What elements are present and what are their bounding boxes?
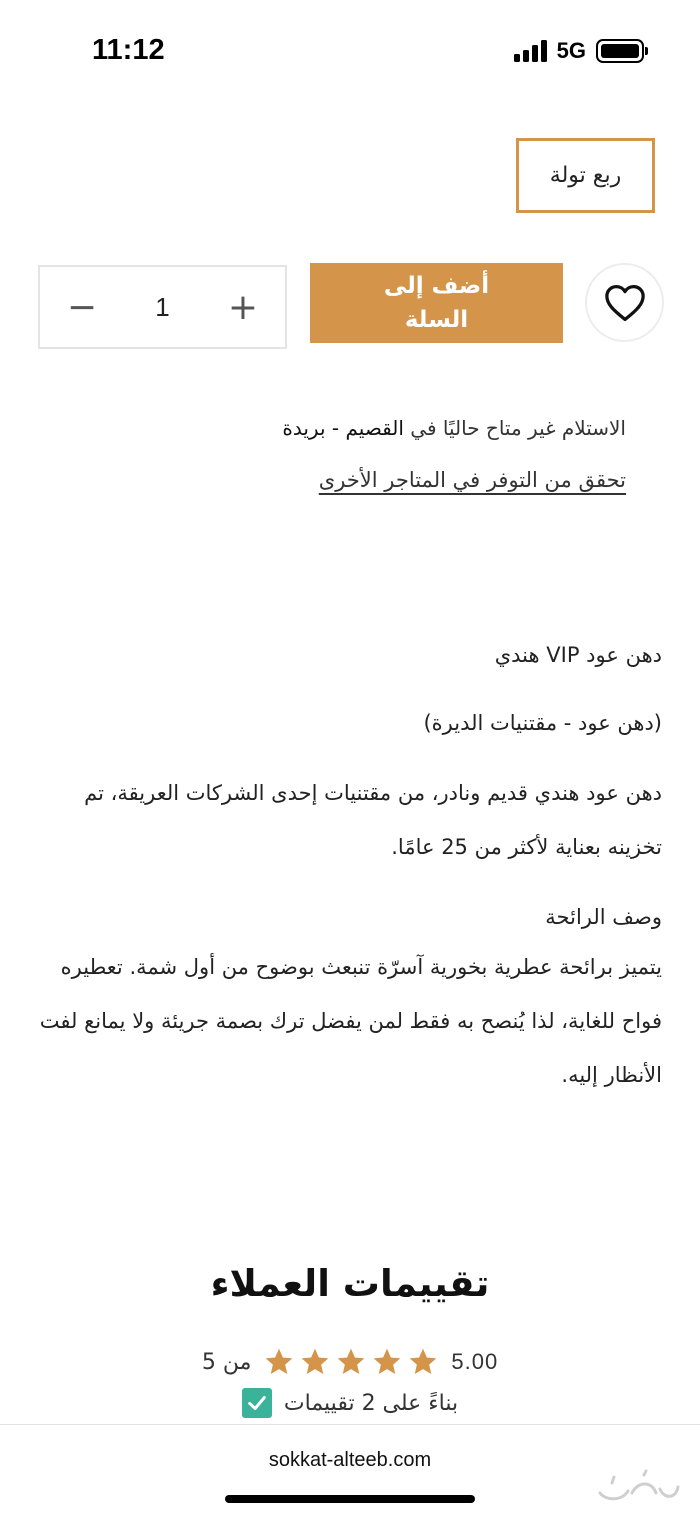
quantity-stepper xyxy=(38,265,287,349)
browser-url[interactable]: sokkat-alteeb.com xyxy=(268,1449,432,1471)
check-other-stores-link[interactable]: تحقق من التوفر في المتاجر الأخرى xyxy=(318,468,626,492)
rating-score: 5.00 xyxy=(451,1349,499,1374)
network-type: 5G xyxy=(556,38,586,63)
rating-summary xyxy=(0,1346,700,1378)
check-other-stores xyxy=(66,468,626,492)
battery-icon xyxy=(596,39,644,63)
rating-stars xyxy=(263,1346,439,1378)
reviews-heading: تقييمات العملاء xyxy=(210,1262,490,1305)
product-description-paragraph: دهن عود هندي قديم ونادر، من مقتنيات إحدى الشركات العريقة، تم تخزينه بعناية لأكثر من 25 عامًا. xyxy=(84,781,662,859)
star-icon xyxy=(371,1346,403,1378)
star-icon xyxy=(299,1346,331,1378)
rating-out-of: من 5 xyxy=(201,1349,252,1375)
rating-count-text: بناءً على 2 تقييمات xyxy=(283,1390,459,1416)
quantity-value[interactable]: 1 xyxy=(155,291,170,322)
verified-check-icon xyxy=(242,1388,272,1418)
add-to-cart-button[interactable]: أضف إلى السلة xyxy=(310,263,563,343)
star-icon xyxy=(407,1346,439,1378)
pickup-location: القصيم - بريدة xyxy=(282,416,404,440)
watermark-logo xyxy=(592,1463,684,1509)
signal-icon xyxy=(514,40,547,62)
status-time: 11:12 xyxy=(92,34,165,66)
wishlist-button[interactable] xyxy=(585,263,664,342)
pickup-text: الاستلام غير متاح حاليًا في xyxy=(410,416,626,440)
pickup-availability xyxy=(66,416,626,440)
home-indicator[interactable] xyxy=(225,1495,475,1503)
browser-address-bar xyxy=(0,1424,700,1518)
variant-option-quarter-tola[interactable]: ربع تولة xyxy=(516,138,655,213)
heart-icon xyxy=(604,284,646,322)
scent-heading: وصف الرائحة xyxy=(545,905,662,929)
product-title-text: دهن عود VIP هندي xyxy=(494,643,662,667)
scent-description xyxy=(37,894,662,1102)
product-subtitle-text: (دهن عود - مقتنيات الديرة) xyxy=(423,711,662,735)
status-indicators xyxy=(514,38,644,64)
rating-count-row xyxy=(0,1388,700,1418)
star-icon xyxy=(335,1346,367,1378)
increase-quantity-button[interactable]: + xyxy=(227,286,259,328)
scent-text: يتميز برائحة عطرية بخورية آسرّة تنبعث بوضوح من أول شمة. تعطيره فواح للغاية، لذا يُنصح به فقط لمن يفضل ترك بصمة جريئة ولا يمانع لفت الأنظار إليه. xyxy=(39,955,662,1087)
decrease-quantity-button[interactable]: − xyxy=(66,286,98,328)
star-icon xyxy=(263,1346,295,1378)
